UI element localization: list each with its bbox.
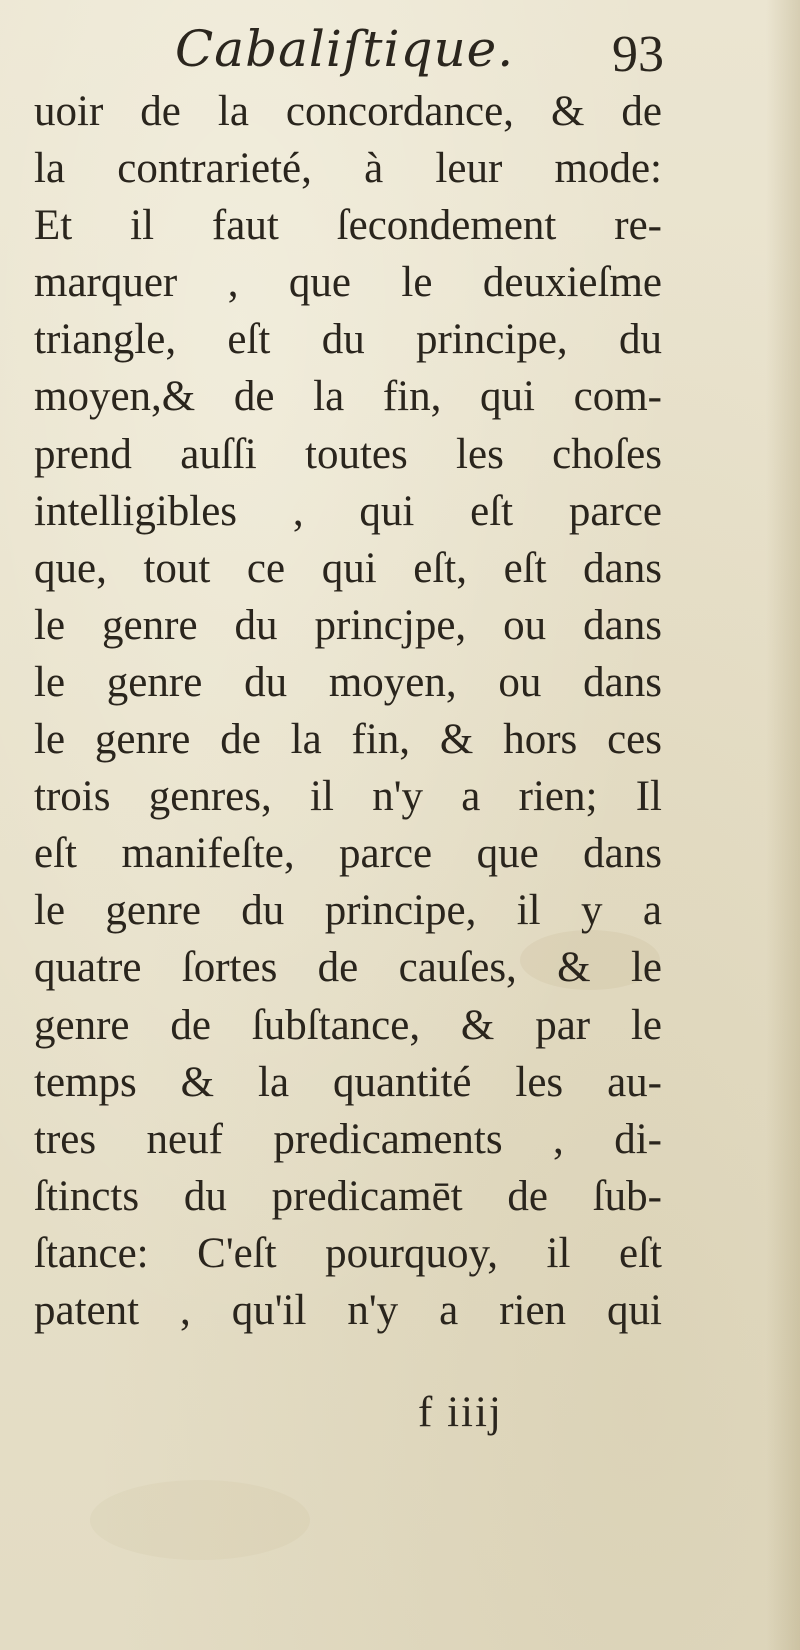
text-line: moyen,& de la fin, qui com- — [34, 373, 662, 421]
text-line: marquer , que le deuxieſme — [34, 259, 662, 307]
text-line: le genre du principe, il y a — [34, 887, 662, 935]
running-head: Cabaliſtique. — [175, 20, 515, 78]
text-line: trois genres, il n'y a rien; Il — [34, 773, 662, 821]
text-line: quatre ſortes de cauſes, & le — [34, 944, 662, 992]
signature-mark: f iiij — [418, 1389, 503, 1436]
page-edge-shadow — [766, 0, 800, 1650]
text-line: genre de ſubſtance, & par le — [34, 1001, 662, 1049]
text-line: intelligibles , qui eſt parce — [34, 487, 662, 535]
text-line: que, tout ce qui eſt, eſt dans — [34, 544, 662, 592]
text-line: le genre du princjpe, ou dans — [34, 601, 662, 649]
text-line: la contrarieté, à leur mode: — [34, 145, 662, 193]
text-line: le genre de la fin, & hors ces — [34, 716, 662, 764]
text-line: ſtance: C'eſt pourquoy, il eſt — [34, 1229, 662, 1277]
paper-stain — [90, 1480, 310, 1560]
page-header — [0, 18, 800, 83]
page-number: 93 — [612, 26, 664, 83]
text-line: tres neuf predicaments , di- — [34, 1115, 662, 1163]
text-line: ſtincts du predicamēt de ſub- — [34, 1172, 662, 1220]
text-line: prend auſſi toutes les choſes — [34, 430, 662, 478]
text-line: eſt manifeſte, parce que dans — [34, 830, 662, 878]
text-line: uoir de la concordance, & de — [34, 88, 662, 135]
text-line: le genre du moyen, ou dans — [34, 658, 662, 706]
text-line: temps & la quantité les au- — [34, 1058, 662, 1106]
text-line: Et il faut ſecondement re- — [34, 202, 662, 250]
text-line: triangle, eſt du principe, du — [34, 316, 662, 364]
text-line: patent , qu'il n'y a rien qui — [34, 1286, 662, 1334]
body-text — [34, 83, 662, 1339]
